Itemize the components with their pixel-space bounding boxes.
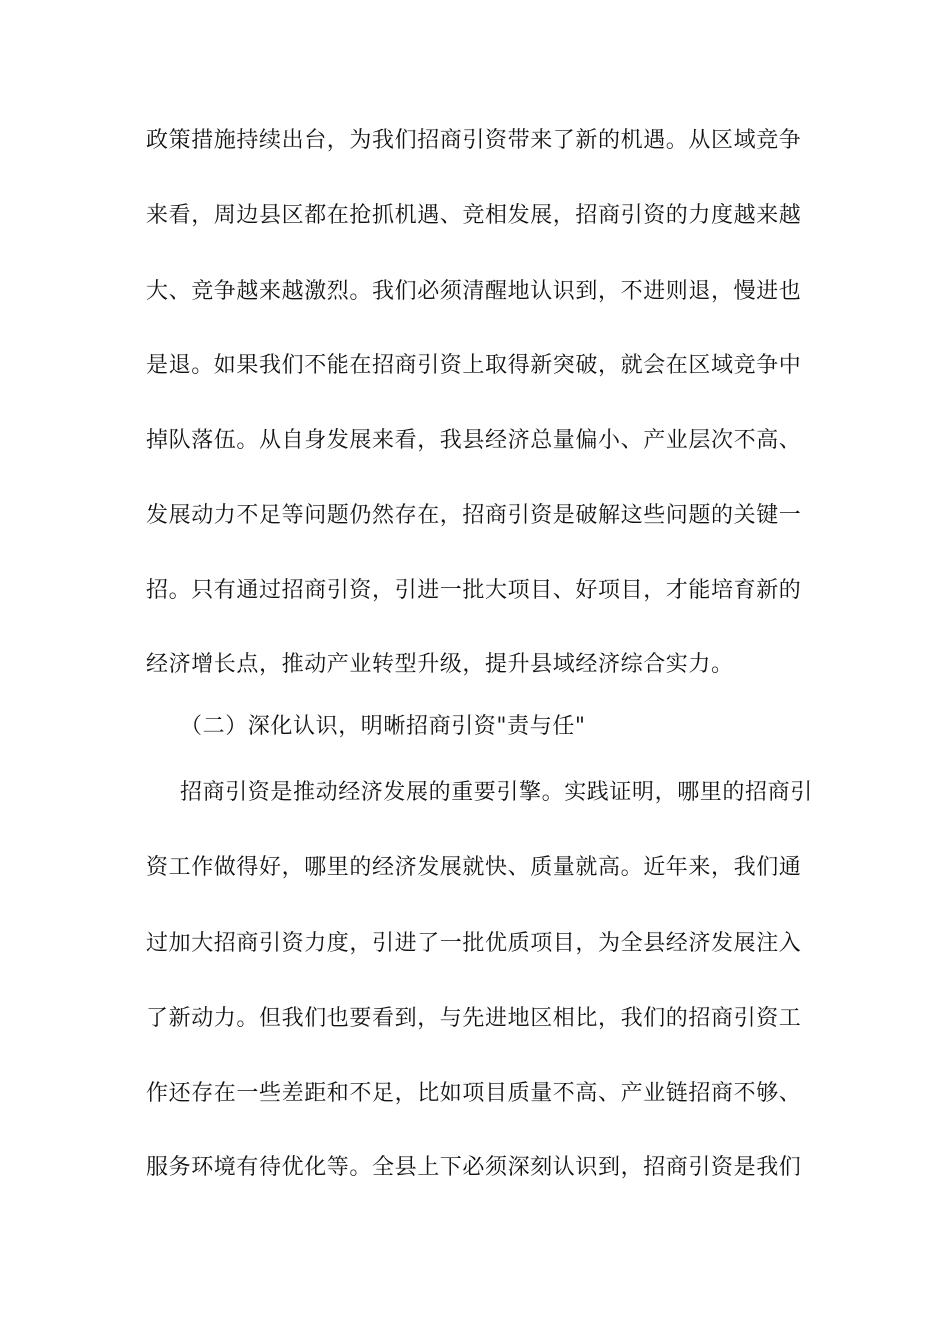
paragraph-line: 招。只有通过招商引资，引进一批大项目、好项目，才能培育新的 — [146, 578, 802, 603]
paragraph-line: 经济增长点，推动产业转型升级，提升县域经济综合实力。 — [146, 652, 734, 677]
paragraph-line: 政策措施持续出台，为我们招商引资带来了新的机遇。从区域竞争 — [146, 128, 802, 153]
paragraph-line: 服务环境有待优化等。全县上下必须深刻认识到，招商引资是我们 — [146, 1155, 802, 1180]
section-heading: （二）深化认识，明晰招商引资"责与任" — [180, 714, 586, 739]
paragraph-line: 了新动力。但我们也要看到，与先进地区相比，我们的招商引资工 — [146, 1006, 802, 1031]
paragraph-line: 作还存在一些差距和不足，比如项目质量不高、产业链招商不够、 — [146, 1081, 802, 1106]
paragraph-line: 过加大招商引资力度，引进了一批优质项目，为全县经济发展注入 — [146, 931, 802, 956]
paragraph-line: 发展动力不足等问题仍然存在，招商引资是破解这些问题的关键一 — [146, 503, 802, 528]
paragraph-line: 招商引资是推动经济发展的重要引擎。实践证明，哪里的招商引 — [180, 780, 813, 805]
paragraph-line: 大、竞争越来越激烈。我们必须清醒地认识到，不进则退，慢进也 — [146, 279, 802, 304]
paragraph-line: 来看，周边县区都在抢抓机遇、竞相发展，招商引资的力度越来越 — [146, 203, 802, 228]
paragraph-line: 是退。如果我们不能在招商引资上取得新突破，就会在区域竞争中 — [146, 353, 802, 378]
paragraph-line: 掉队落伍。从自身发展来看，我县经济总量偏小、产业层次不高、 — [146, 428, 802, 453]
paragraph-line: 资工作做得好，哪里的经济发展就快、质量就高。近年来，我们通 — [146, 855, 802, 880]
